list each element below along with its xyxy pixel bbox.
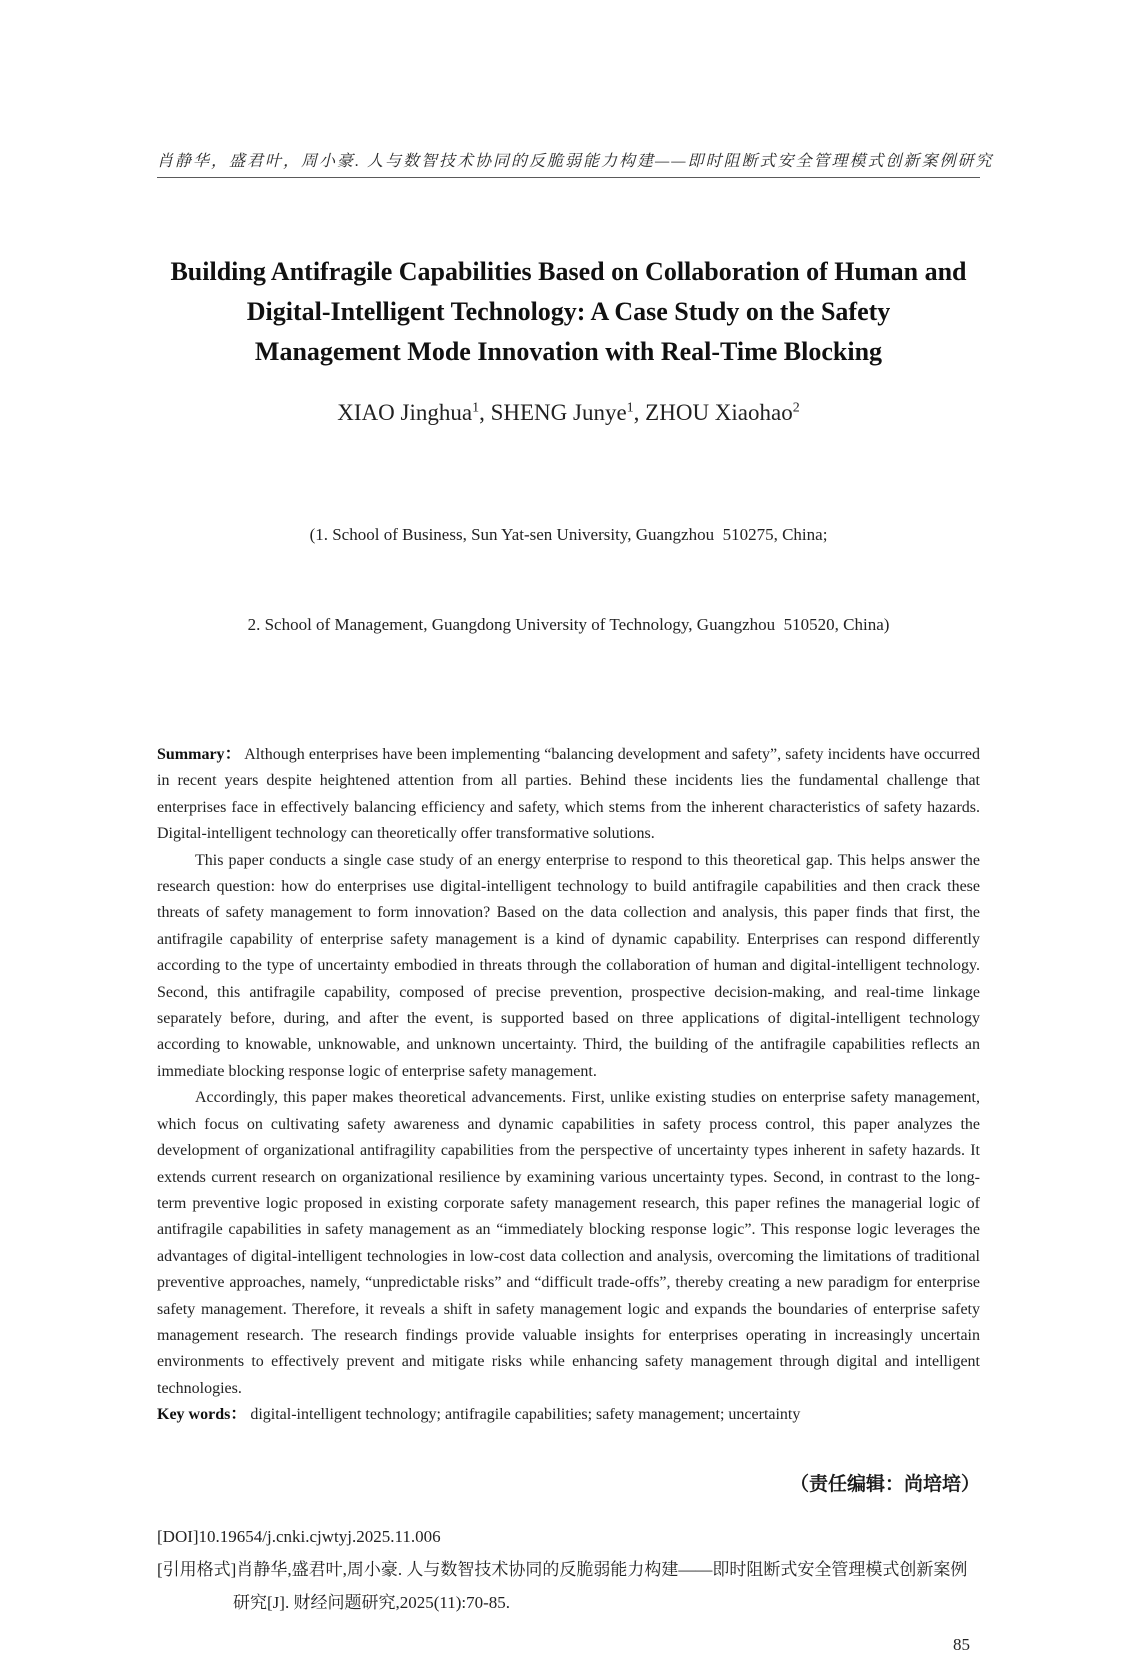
article-title-line-3: Management Mode Innovation with Real-Time Blocking <box>254 337 883 366</box>
author-affiliation-mark: 1 <box>472 400 480 416</box>
abstract <box>157 742 980 1429</box>
doi-line: [DOI]10.19654/j.cnki.cjwtyj.2025.11.006 <box>157 1526 441 1546</box>
keywords-label: Key words： <box>157 1406 247 1424</box>
article-title-line-1: Building Antifragile Capabilities Based on Collaboration of Human and <box>170 257 967 286</box>
author-affiliation-mark: 1 <box>626 400 634 416</box>
citation-block <box>157 1520 980 1619</box>
affiliation-line-1: (1. School of Business, Sun Yat-sen University, Guangzhou 510275, China; <box>309 525 828 544</box>
citation-line-2: 研究[J]. 财经问题研究,2025(11):70-85. <box>233 1592 511 1612</box>
author-separator: , <box>479 400 491 425</box>
article-title <box>157 252 980 372</box>
author-affiliation-mark: 2 <box>792 400 800 416</box>
author-separator: , <box>633 400 646 425</box>
author-line <box>157 400 980 426</box>
summary-label: Summary： <box>157 746 241 763</box>
author-name: XIAO Jinghua <box>337 400 473 425</box>
summary-paragraph-1 <box>157 742 980 848</box>
citation-line-1: [引用格式]肖静华,盛君叶,周小豪. 人与数智技术协同的反脆弱能力构建——即时阻断式安全管理模式创新案例 <box>157 1559 968 1579</box>
keywords-line <box>157 1402 980 1428</box>
running-head: 肖静华，盛君叶，周小豪. 人与数智技术协同的反脆弱能力构建——即时阻断式安全管理模式创新案例研究 <box>157 148 980 178</box>
keywords-text: digital-intelligent technology; antifragile capabilities; safety management; uncertainty <box>246 1406 801 1424</box>
affiliations <box>157 460 980 700</box>
author-name: ZHOU Xiaohao <box>645 400 793 425</box>
page-number: 85 <box>953 1634 970 1654</box>
summary-paragraph-2: This paper conducts a single case study of an energy enterprise to respond to this theoretical gap. This helps answer the research question: how do enterprises use digital-intelligent technology to build antifragile capabilities and then crack these threats of safety management to form innovation? Based on the data collection and analysis, this paper finds that first, the antifragile capability of enterprise safety management is a kind of dynamic capability. Enterprises can respond differently according to the type of uncertainty embodied in threats through the collaboration of human and digital-intelligent technology. Second, this antifragile capability, composed of precise prevention, prospective decision-making, and real-time linkage separately before, during, and after the event, is supported based on three applications of digital-intelligent technology according to knowable, unknowable, and unknown uncertainty. Third, the building of the antifragile capabilities reflects an immediate blocking response logic of enterprise safety management. <box>157 851 980 1080</box>
summary-paragraph-3: Accordingly, this paper makes theoretical advancements. First, unlike existing studies on enterprise safety management, which focus on cultivating safety awareness and dynamic capabilities in safety process control, this paper analyzes the development of organizational antifragility capabilities from the perspective of uncertainty types inherent in safety hazards. It extends current research on organizational resilience by examining various uncertainty types. Second, in contrast to the long-term preventive logic proposed in existing corporate safety management research, this paper refines the managerial logic of antifragile capabilities in safety management as an “immediately blocking response logic”. This response logic leverages the advantages of digital-intelligent technologies in low-cost data collection and analysis, overcoming the limitations of traditional preventive approaches, namely, “unpredictable risks” and “difficult trade-offs”, thereby creating a new paradigm for enterprise safety management. Therefore, it reveals a shift in safety management logic and expands the boundaries of enterprise safety management research. The research findings provide valuable insights for enterprises operating in increasingly uncertain environments to effectively prevent and mitigate risks while enhancing safety management through digital and intelligent technologies. <box>157 1089 980 1397</box>
article-title-line-2: Digital-Intelligent Technology: A Case Study on the Safety <box>246 297 891 326</box>
responsible-editor-note: （责任编辑：尚培培） <box>789 1473 980 1495</box>
summary-paragraph-1-text: Although enterprises have been implementing “balancing development and safety”, safety incidents have occurred in recent years despite heightened attention from all parties. Behind these incidents lies the fundamental challenge that enterprises face in effectively balancing efficiency and safety, which stems from the inherent characteristics of safety hazards. Digital-intelligent technology can theoretically offer transformative solutions. <box>157 746 980 843</box>
affiliation-line-2: 2. School of Management, Guangdong University of Technology, Guangzhou 510520, China) <box>247 615 890 634</box>
author-name: SHENG Junye <box>490 400 627 425</box>
